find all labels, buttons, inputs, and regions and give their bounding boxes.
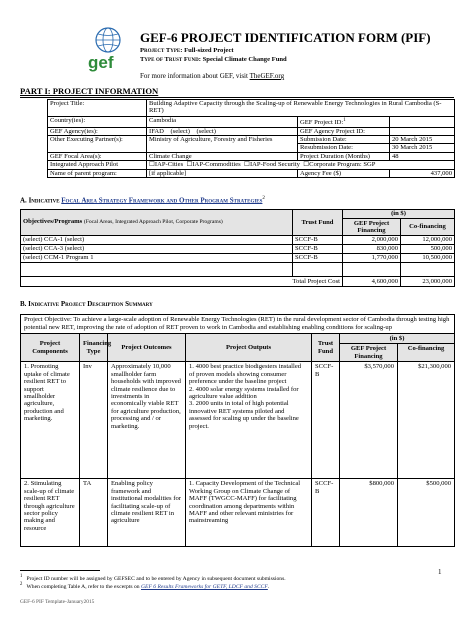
in-usd-header: (in $) — [343, 210, 455, 219]
project-info-table — [47, 99, 455, 178]
outcomes-header: Project Outcomes — [108, 334, 186, 362]
financing-type-cell: Inv — [80, 362, 108, 479]
objective-cell[interactable]: (select) CCM-1 Program 1 — [21, 254, 293, 263]
gef-agency-project-id-label: GEF Agency Project ID: — [298, 127, 390, 135]
project-objective: Project Objective: To achieve a large-scale adoption of Renewable Energy Technologies (RET) in the rural development sector of Cambodia through testing high potential new RET, improving the rate of adoption of RET proven to work in Cambodia and establishing enabling conditions for scaling-up — [21, 315, 455, 334]
output-cell: 1. Capacity Development of the Technical Working Group on Climate Change of MAFF (TWGCC-MAFF) for facilitating coordination among departments within MAFF and other relevant ministries for mainstreaming — [186, 479, 312, 547]
cofinancing-cell: 500,000 — [401, 245, 455, 254]
footnote-2: $^2$ When completing Table A, refer to the excerpts on GEF 6 Results Frameworks for GETF, LDCF and SCCF. — [20, 582, 270, 590]
trust-fund-cell: SCCF-B — [293, 254, 343, 263]
footnote-divider — [20, 570, 100, 571]
objectives-header: Objectives/Programs (Focal Areas, Integrated Approach Pilot, Corporate Programs) — [21, 210, 293, 236]
trust-fund-cell: SCCF-B — [293, 245, 343, 254]
project-type-line: Project Type: Full-sized Project — [140, 47, 234, 54]
gef-financing-cell: 1,770,000 — [343, 254, 401, 263]
cofinancing-cell: $21,300,000 — [398, 362, 455, 479]
objective-cell[interactable]: (select) CCA-1 (select) — [21, 236, 293, 245]
trust-fund-cell: SCCF-B — [312, 362, 340, 479]
cofinancing-cell: 10,500,000 — [401, 254, 455, 263]
gef-financing-cell: $800,000 — [340, 479, 398, 547]
trust-fund-cell: SCCF-B — [293, 236, 343, 245]
duration-value: 48 — [390, 152, 455, 160]
focal-area-strategy-link[interactable]: Focal Area Strategy Framework and Other Program Strategies — [61, 196, 263, 205]
page-number: 1 — [438, 568, 442, 576]
section-a-heading: A. Indicative Focal Area Strategy Framework and Other Program Strategies$^2$ — [20, 196, 265, 205]
outcome-cell: Approximately 10,000 smallholder farm households with improved climate resilience due to investments in economically viable RET for agriculture production, processing and / or marketing. — [108, 362, 186, 479]
output-cell: 1. 4000 best practice biodigesters installed of proven models showing consumer preference under the baseline project 2. 4000 solar energy systems installed for agriculture value addition 3. 2000 units in total of high potential innovative RET systems piloted and assessed for scaling up under the baseline project. — [186, 362, 312, 479]
form-title: GEF-6 PROJECT IDENTIFICATION FORM (PIF) — [140, 30, 431, 45]
section-b-heading: B. Indicative Project Description Summary — [20, 300, 153, 308]
gef-agency-label: GEF Agency(ies): — [48, 127, 147, 135]
gef-agency-value: IFAD (select) (select) — [147, 127, 298, 135]
agency-fee-label: Agency Fee ($) — [298, 169, 390, 177]
cofinancing-header: Co-financing — [398, 344, 455, 362]
footnote-1: $^1$ Project ID number will be assigned by GEFSEC and to be entered by Agency in subsequent document submissions. — [20, 574, 286, 582]
svg-text:gef: gef — [88, 53, 114, 72]
gef-info-line: For more information about GEF, visit TheGEF.org — [140, 72, 285, 80]
resubmission-date-label: Resubmission Date: — [298, 144, 390, 152]
gef-logo — [84, 26, 128, 74]
results-framework-link[interactable]: GEF 6 Results Frameworks for GETF, LDCF and SCCF — [140, 583, 268, 590]
total-gef: 4,600,000 — [343, 277, 401, 287]
iap-options: ☐IAP-Cities ☐IAP-Commodities ☐IAP-Food Security ☐Corporate Program: SGP — [147, 161, 455, 169]
gef-financing-header: GEF Project Financing — [340, 344, 398, 362]
duration-label: Project Duration (Months) — [298, 152, 390, 160]
component-cell: 2. Stimulating scale-up of climate resilient RET through agriculture sector policy making and resource — [21, 479, 80, 547]
integrated-approach-label: Integrated Approach Pilot — [48, 161, 147, 169]
country-label: Country(ies): — [48, 117, 147, 128]
gef-financing-cell: 830,000 — [343, 245, 401, 254]
total-cofin: 23,000,000 — [401, 277, 455, 287]
parent-program-label: Name of parent program: — [48, 169, 147, 177]
financing-type-header: Financing Type — [80, 334, 108, 362]
cofinancing-cell: 12,000,000 — [401, 236, 455, 245]
other-partners-label: Other Executing Partner(s): — [48, 136, 147, 153]
resubmission-date-value: 30 March 2015 — [390, 144, 455, 152]
gef-financing-cell: $3,570,000 — [340, 362, 398, 479]
components-header: Project Components — [21, 334, 80, 362]
objective-cell[interactable]: (select) CCA-3 (select) — [21, 245, 293, 254]
agency-fee-value: 437,000 — [390, 169, 455, 177]
part1-heading: PART I: PROJECT INFORMATION — [20, 86, 159, 96]
cofinancing-cell: $500,000 — [398, 479, 455, 547]
thegef-link[interactable]: TheGEF.org — [249, 72, 285, 80]
iap-cities-checkbox[interactable]: ☐ — [149, 161, 155, 169]
trust-fund-cell: SCCF-B — [312, 479, 340, 547]
financing-type-cell: TA — [80, 479, 108, 547]
outputs-header: Project Outputs — [186, 334, 312, 362]
trust-fund-header: Trust Fund — [293, 210, 343, 236]
iap-food-checkbox[interactable]: ☐ — [244, 161, 250, 169]
cofinancing-header: Co-financing — [401, 219, 455, 236]
other-partners-value: Ministry of Agriculture, Forestry and Fisheries — [147, 136, 298, 153]
divider — [20, 97, 454, 98]
submission-date-value: 20 March 2015 — [390, 136, 455, 144]
gef-financing-cell: 2,000,000 — [343, 236, 401, 245]
total-label: Total Project Cost — [21, 277, 343, 287]
focal-area-label: GEF Focal Area(s): — [48, 152, 147, 160]
focal-area-value: Climate Change — [147, 152, 298, 160]
gef-project-id-label: GEF Project ID:$^1$ — [298, 117, 390, 128]
corporate-program-checkbox[interactable]: ☐ — [303, 161, 310, 169]
in-usd-header: (in $) — [340, 334, 455, 344]
project-description-table — [20, 314, 455, 547]
project-title-value: Building Adaptive Capacity through the Scaling-up of Renewable Energy Technologies in Rural Cambodia (S-RET) — [147, 100, 455, 117]
outcome-cell: Enabling policy framework and institutional modalities for facilitating scale-up of climate resilient RET in agriculture — [108, 479, 186, 547]
country-value: Cambodia — [147, 117, 298, 128]
gef-project-id-value — [390, 117, 455, 128]
gef-agency-project-id-value — [390, 127, 455, 135]
gef-financing-header: GEF Project Financing — [343, 219, 401, 236]
submission-date-label: Submission Date: — [298, 136, 390, 144]
trust-fund-header: Trust Fund — [312, 334, 340, 362]
focal-area-table — [20, 209, 455, 287]
project-title-label: Project Title: — [48, 100, 147, 117]
parent-program-value: [if applicable] — [147, 169, 298, 177]
trust-fund-line: Type of Trust Fund: Special Climate Change Fund — [140, 56, 287, 63]
footer-template: GEF-6 PIF Template-January2015 — [20, 599, 95, 605]
component-cell: 1. Promoting uptake of climate resilient RET to support smallholder agriculture, production and marketing. — [21, 362, 80, 479]
iap-commodities-checkbox[interactable]: ☐ — [186, 161, 193, 169]
